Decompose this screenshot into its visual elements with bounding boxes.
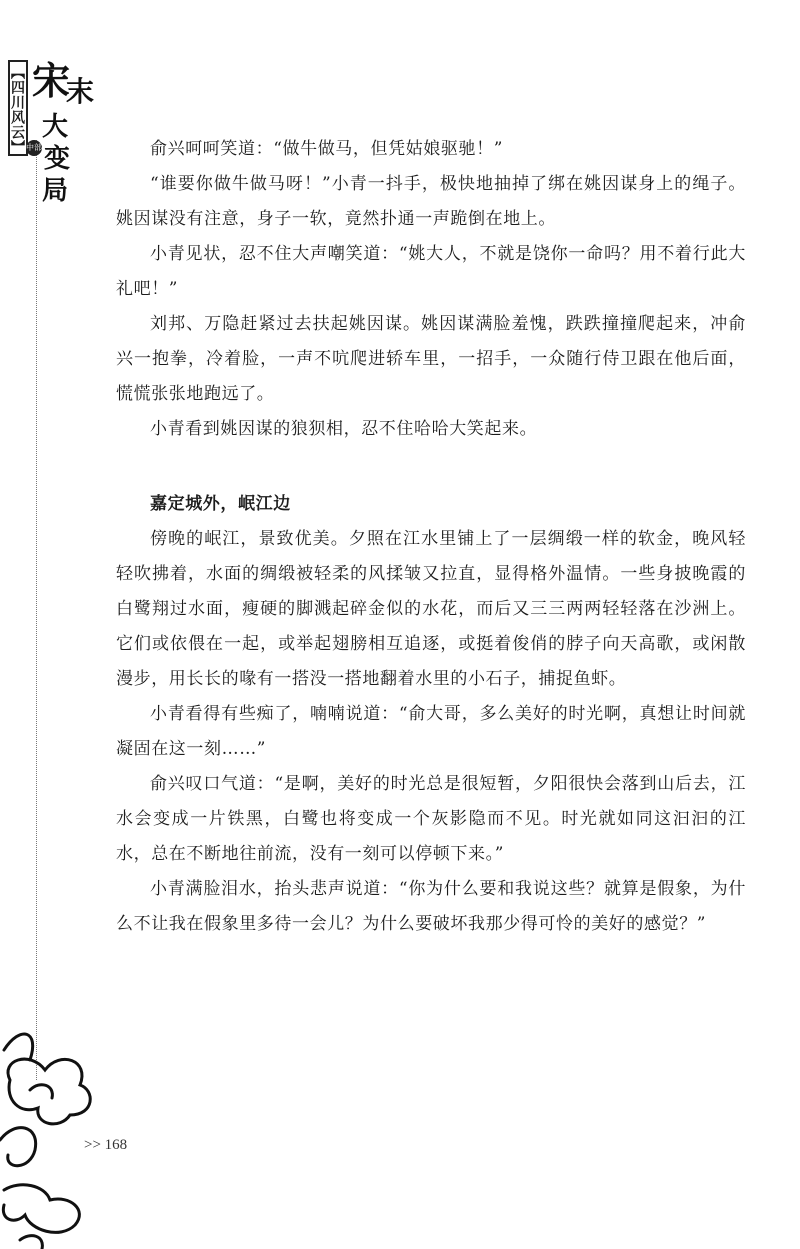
paragraph: 俞兴叹口气道：“是啊，美好的时光总是很短暂，夕阳很快会落到山后去，江水会变成一片铁黑，白鹭也将变成一个灰影隐而不见。时光就如同这汩汩的江水，总在不断地往前流，没有一刻可以停顿下来。”	[116, 774, 746, 864]
page-content	[116, 132, 746, 942]
paragraph: 傍晚的岷江，景致优美。夕照在江水里铺上了一层绸缎一样的软金，晚风轻轻吹拂着，水面的绸缎被轻柔的风揉皱又拉直，显得格外温情。一些身披晚霞的白鹭翔过水面，瘦硬的脚溅起碎金似的水花，而后又三三两两轻轻落在沙洲上。它们或依偎在一起，或举起翅膀相互追逐，或挺着俊俏的脖子向天高歌，或闲散漫步，用长长的喙有一搭没一搭地翻着水里的小石子，捕捉鱼虾。	[116, 529, 746, 689]
paragraph: 小青见状，忍不住大声嘲笑道：“姚大人，不就是饶你一命吗？用不着行此大礼吧！”	[116, 244, 746, 299]
cloud-ornament-icon	[0, 1020, 110, 1249]
paragraph: “谁要你做牛做马呀！”小青一抖手，极快地抽掉了绑在姚因谋身上的绳子。姚因谋没有注意，身子一软，竟然扑通一声跪倒在地上。	[116, 174, 746, 229]
paragraph: 小青看到姚因谋的狼狈相，忍不住哈哈大笑起来。	[150, 419, 538, 439]
paragraph: 刘邦、万隐赶紧过去扶起姚因谋。姚因谋满脸羞愧，跌跌撞撞爬起来，冲俞兴一抱拳，冷着脸，一声不吭爬进轿车里，一招手，一众随行侍卫跟在他后面，慌慌张张地跑远了。	[116, 314, 746, 404]
title-char-3: 大	[42, 112, 69, 142]
page-number: >> 168	[84, 1137, 128, 1153]
section-heading: 嘉定城外，岷江边	[150, 494, 291, 514]
margin-dotted-rule	[36, 140, 37, 1080]
title-char-5: 局	[42, 176, 69, 206]
paragraph: 小青满脸泪水，抬头悲声说道：“你为什么要和我说这些？就算是假象，为什么不让我在假象里多待一会儿？为什么要破坏我那少得可怜的美好的感觉？”	[116, 879, 746, 934]
series-label: 【四川风云】	[8, 60, 28, 156]
title-char-1: 宋	[32, 58, 71, 103]
title-char-2: 末	[66, 75, 95, 108]
volume-badge: 中部	[26, 140, 42, 156]
paragraph: 俞兴呵呵笑道：“做牛做马，但凭姑娘驱驰！”	[150, 139, 503, 159]
title-char-4: 变	[44, 144, 71, 174]
paragraph: 小青看得有些痴了，喃喃说道：“俞大哥，多么美好的时光啊，真想让时间就凝固在这一刻……”	[116, 704, 746, 759]
